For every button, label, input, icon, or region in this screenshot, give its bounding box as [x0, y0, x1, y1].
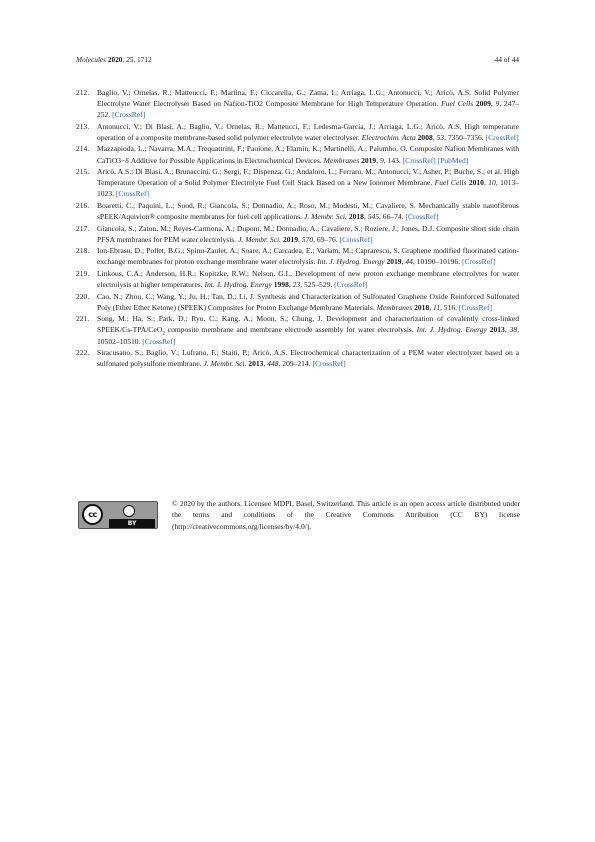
article-number: 1712 [137, 55, 152, 64]
reference-text: Baglio, V.; Ornelas, R.; Matteucci, F.; Martina, F.; Ciccarella, G.; Zama, I.; Arriaga, L.G.; Antonucci, V.; Aricò, A.S. Solid Polymer Electrolyte Water Electrolyser Based on Nafion-TiO2 Composite Membrane for High Temperature Operation. [97, 88, 519, 109]
reference-item [76, 223, 519, 245]
pubmed-link[interactable]: [PubMed] [437, 155, 469, 165]
reference-text: , [263, 359, 268, 369]
page-number: 44 of 44 [494, 55, 519, 64]
reference-number: 218. [76, 246, 90, 256]
header-sep-2: , [133, 55, 138, 64]
reference-number: 221. [76, 314, 90, 324]
reference-text: Siracusano, S.; Baglio, V.; Lufrano, F.; Staiti, P.; Aricò, A.S. Electrochemical characterization of a PEM water electrolyzer based on a sulfonated polysulfone membrane. [97, 348, 519, 369]
reference-text: , [401, 257, 406, 267]
reference-source: 9 [495, 99, 500, 109]
reference-source: J. Membr. Sci. [238, 234, 282, 244]
reference-text: , 209–214. [278, 359, 313, 369]
reference-text: Aricò, A.S.; Di Blasi, A.; Brunaccini, G.; Sergi, F.; Dispenza, G.; Andaloro, L.; Ferraro, M.; Antonucci, V.; Asher, P.; Buche, S.; et al. High Temperature Operation of a Solid Polymer Electrolyte Fuel Cell Stack Based on a New Ionomer Membrane. [97, 167, 519, 188]
reference-source: Fuel Cells [434, 178, 467, 188]
crossref-link[interactable]: [CrossRef] [461, 257, 496, 267]
reference-text: , 10190–10196. [412, 257, 462, 267]
reference-item [76, 347, 519, 369]
reference-list [76, 87, 519, 370]
reference-year: 2013 [489, 325, 505, 335]
crossref-link[interactable]: [CrossRef] [142, 336, 176, 346]
reference-year: 2019 [361, 155, 377, 165]
reference-item [76, 200, 519, 222]
reference-year: 1998 [273, 280, 289, 290]
reference-item [76, 166, 519, 199]
reference-source: Int. J. Hydrog. Energy [317, 257, 385, 267]
reference-item [76, 313, 519, 346]
crossref-link[interactable]: [CrossRef] [115, 189, 149, 199]
reference-text: , [298, 234, 302, 244]
reference-source: 9 [379, 155, 384, 165]
reference-text: , 1013–1023. [97, 178, 519, 199]
reference-year: 2010 [468, 178, 484, 188]
reference-number: 217. [76, 223, 90, 233]
reference-text: Ion-Ebrasu, D.; Pollet, B.G.; Spinu-Zaulet, A.; Soare, A.; Carcadea, E.; Varlam, M.; Caprarescu, S. Graphene modified fluorinated cation-exchange membranes for proton exchange membrane water electrolysis. [97, 246, 519, 267]
crossref-link[interactable]: [CrossRef] [458, 302, 492, 312]
reference-number: 216. [76, 200, 90, 210]
reference-text: composite membrane and membrane electrode assembly for water electrolysis. [164, 325, 417, 335]
reference-source: Int. J. Hydrog. Energy [416, 325, 487, 335]
reference-number: 213. [76, 121, 90, 131]
reference-year: 2019 [386, 257, 402, 267]
reference-text: , [288, 280, 293, 290]
reference-item [76, 121, 519, 143]
attribution-person-icon [123, 505, 135, 517]
reference-number: 214. [76, 144, 90, 154]
crossref-link[interactable]: [CrossRef] [334, 280, 368, 290]
journal-name: Molecules [76, 55, 106, 64]
reference-number: 222. [76, 348, 90, 358]
crossref-link[interactable]: [CrossRef] [402, 155, 436, 165]
reference-year: 2013 [248, 359, 264, 369]
license-block [78, 498, 520, 542]
reference-source: 53 [436, 132, 445, 142]
reference-item [76, 143, 519, 165]
reference-year: 2018 [414, 302, 430, 312]
reference-text: , 516. [440, 302, 459, 312]
reference-source: 23 [292, 280, 301, 290]
reference-text: Antonucci, V.; Di Blasi, A.; Baglio, V.; Ornelas, R.; Matteucci, F.; Ledesma-Garcia, J.; Arriaga, L.G.; Aricò, A.S. High temperature operation of a composite membrane-based solid polymer electrolyte water electrolyser. [97, 121, 519, 142]
by-label: BY [109, 519, 155, 528]
reference-source: J. Membr. Sci. [303, 212, 347, 222]
running-header [76, 55, 519, 64]
reference-text: , 66–74. [379, 212, 406, 222]
reference-number: 212. [76, 88, 90, 97]
journal-year: 2020 [107, 55, 123, 64]
cc-icon: cc [82, 504, 103, 525]
crossref-link[interactable]: [CrossRef] [112, 110, 146, 120]
reference-text: , [490, 99, 496, 109]
reference-text: , [504, 325, 510, 335]
crossref-link[interactable]: [CrossRef] [339, 234, 373, 244]
reference-text: , 525–529. [300, 280, 335, 290]
reference-source: Int. J. Hydrog. Energy [204, 280, 272, 290]
header-sep-1: , [122, 55, 127, 64]
license-text: © 2020 by the authors. Licensee MDPI, Basel, Switzerland. This article is an open access article distributed under the terms and conditions of the Creative Commons Attribution (CC BY) license (http://creativecommons.org/licenses/by/4.0/). [172, 499, 520, 531]
reference-source: 38 [509, 325, 518, 335]
reference-year: 2008 [417, 132, 433, 142]
reference-item [76, 291, 519, 313]
reference-text: Cao, N.; Zhou, C.; Wang, Y.; Ju, H.; Tan, D.; Li, J. Synthesis and Characterization of Sulfonated Graphene Oxide Reinforced Sulfonated Poly (Ether Ether Ketone) (SPEEK) Composites for Proton Exchange Membrane Materials. [97, 291, 519, 312]
journal-volume: 25 [126, 55, 134, 64]
reference-source: Membranes [376, 302, 413, 312]
reference-text: , 247–252. [97, 99, 520, 120]
reference-number: 220. [76, 291, 90, 301]
crossref-link[interactable]: [CrossRef] [312, 359, 346, 369]
reference-source: J. Membr. Sci. [203, 359, 247, 369]
cc-by-license-badge[interactable] [78, 501, 158, 529]
reference-year: 2019 [282, 234, 299, 244]
reference-text: , 143. [383, 155, 403, 165]
reference-source: 448 [267, 359, 279, 369]
reference-source: 545 [367, 212, 380, 222]
reference-text: Mazzapioda, L.; Navarra, M.A.; Trequattrini, F.; Paolone, A.; Elamin, K.; Martinelli, A.; Palumbo, O. Composite Nafion Membranes with CaTiO3−δ Additive for Possible Applications in Electrochemical Devices. [97, 144, 519, 165]
reference-source: 44 [405, 257, 413, 267]
reference-item [76, 245, 519, 267]
reference-item [76, 268, 519, 290]
reference-year: 2009 [475, 99, 491, 109]
subscript: 2 [162, 330, 165, 337]
reference-text: , [363, 212, 368, 222]
reference-year: 2018 [348, 212, 364, 222]
reference-text: Song, M.; Ha, S.; Park, D.; Ryu, C.; Kang, A.; Moon, S.; Chung, J. Development and characterization of covalently cross-linked SPEEK/Cs-TPA/CeO [97, 314, 519, 335]
reference-text: , [483, 178, 489, 188]
reference-text: , [432, 132, 437, 142]
reference-text: , [429, 302, 433, 312]
reference-source: Membranes [323, 155, 360, 165]
reference-source: Fuel Cells [441, 99, 474, 109]
reference-item [76, 87, 519, 120]
reference-text: Giancola, S.; Zaton, M.; Reyes-Carmona, A.; Dupont, M.; Donnadio, A.; Cavaliere, S.; Roziere, J.; Jones, D.J. Composite short side chain PFSA membranes for PEM water electrolysis. [97, 223, 519, 244]
reference-text: , 7350–7356. [444, 132, 486, 142]
crossref-link[interactable]: [CrossRef] [485, 132, 519, 142]
reference-source: 10 [488, 178, 496, 188]
reference-text: , 69–76. [313, 234, 340, 244]
reference-text: Boaretti, C.; Paquini, L.; Sood, R.; Giancola, S.; Donnadio, A.; Roso, M.; Modesti, M.; Cavaliere, S. Mechanically stable nanofibrous sPEEK/Aquivion® composite membranes for fuel cell applications. [97, 200, 519, 222]
reference-source: 570 [301, 234, 314, 244]
reference-number: 215. [76, 167, 90, 177]
reference-source: 11 [433, 302, 440, 312]
crossref-link[interactable]: [CrossRef] [405, 212, 439, 222]
reference-number: 219. [76, 269, 90, 278]
reference-text: Linkous, C.A.; Anderson, H.R.; Kopitzke, R.W.; Nelson, G.L. Development of new proton exchange membrane electrolytes for water electrolysis at higher temperatures. [97, 269, 519, 290]
reference-source: Electrochim. Acta [361, 132, 416, 142]
reference-text: , 10502–10510. [97, 325, 519, 346]
reference-text: , [376, 155, 380, 165]
